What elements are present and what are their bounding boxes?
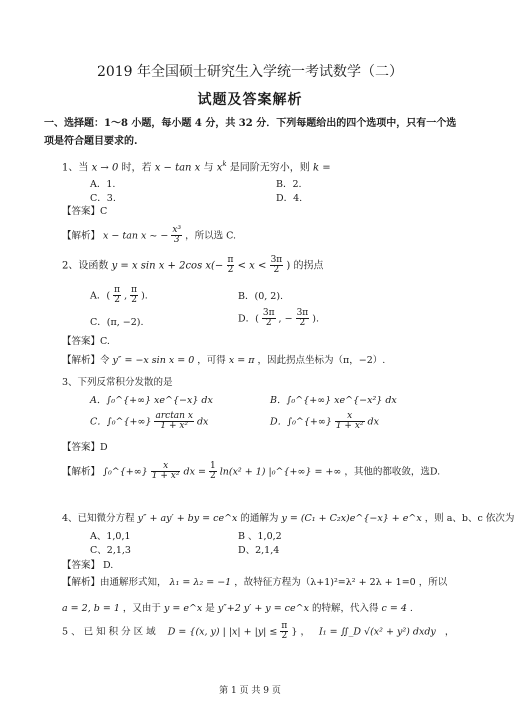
- q2-stem: [62, 256, 324, 276]
- q2-option-a: [90, 286, 148, 306]
- q4-analysis-line1: [62, 578, 447, 589]
- q1-math-power-base: x: [216, 162, 223, 174]
- q5-stem: [62, 622, 454, 642]
- q1-analysis-text: ，所以选 C.: [185, 230, 237, 242]
- q2-opt-a-text: ).: [141, 290, 148, 302]
- q4-option-b: B 、1,0,2: [238, 531, 282, 542]
- q4-analysis-label: 【解析】由通解形式知，: [62, 577, 167, 588]
- q3-analysis-label: 【解析】: [62, 466, 101, 478]
- q1-stem-text: 1、当: [62, 162, 89, 174]
- q3-answer: 【答案】D: [62, 442, 108, 453]
- q1-stem-text: 时，若: [121, 162, 152, 174]
- fraction-denominator: 2: [273, 265, 280, 276]
- q3-analysis-integral: ∫₀^{+∞}: [103, 466, 148, 478]
- q2-math-range: < x <: [237, 260, 267, 272]
- q4-analysis-expr: y″+2 y′ + y = ce^x: [217, 603, 309, 614]
- q1-answer: 【答案】C: [62, 206, 108, 217]
- q2-option-c: C．(π, −2).: [90, 317, 144, 328]
- q3-opt-d-dx: dx: [367, 416, 379, 428]
- q2-answer: 【答案】C.: [62, 336, 110, 347]
- q2-option-b: B．(0, 2).: [238, 291, 284, 302]
- fraction-denominator: 2: [281, 631, 288, 642]
- q1-option-a: A．1.: [90, 179, 116, 190]
- q2-opt-a-frac1: [113, 286, 121, 306]
- q4-option-d: D、2,1,4: [238, 545, 280, 556]
- q5-math-integral: I₁ = ∬_D √(x² + y²) dxdy: [319, 626, 436, 638]
- q4-analysis-text: ，故特征方程为（λ+1)²=λ² + 2λ + 1=0 ，所以: [234, 577, 448, 588]
- fraction-numerator: 3π: [296, 308, 309, 318]
- q1-math-limit: x → 0: [91, 162, 119, 174]
- q3-opt-c-fraction: [154, 412, 193, 432]
- q2-analysis-label: 【解析】令: [62, 355, 110, 366]
- q2-opt-d-text: ).: [312, 313, 319, 325]
- q2-opt-a-text: A．(: [90, 290, 111, 302]
- q2-analysis-text: ，因此拐点坐标为（π，−2）.: [257, 355, 386, 366]
- q1-stem-text: 是同阶无穷小，则: [229, 162, 310, 174]
- q4-option-a: A、1,0,1: [90, 531, 131, 542]
- q2-stem-text: 2、设函数: [62, 260, 109, 272]
- fraction-numerator: π: [281, 621, 288, 631]
- q1-analysis-expr: x − tan x ~ −: [103, 230, 169, 242]
- q1-analysis: [62, 226, 236, 246]
- q5-math-brace: }: [291, 626, 298, 638]
- q5-stem-text: 5 、 已 知 积 分 区 域: [62, 626, 156, 638]
- fraction-denominator: 1 + x²: [335, 421, 364, 432]
- q2-fraction-1: [227, 256, 235, 276]
- q1-analysis-label: 【解析】: [62, 230, 101, 242]
- q4-math-ode: y″ + ay′ + by = ce^x: [137, 513, 238, 524]
- document-subtitle: 试题及答案解析: [197, 92, 303, 108]
- q3-option-b: B．∫₀^{+∞} xe^{−x²} dx: [270, 395, 397, 406]
- q4-analysis-line2: [62, 604, 413, 615]
- fraction-numerator: x: [151, 462, 181, 472]
- q1-analysis-fraction: [171, 226, 182, 246]
- fraction-numerator: 3π: [262, 308, 275, 318]
- q2-analysis-expr: y″ = −x sin x = 0: [112, 355, 195, 366]
- q3-opt-c-dx: dx: [196, 416, 209, 428]
- q3-analysis-fraction-1: [151, 462, 181, 482]
- q2-analysis-expr: x = π: [228, 355, 255, 366]
- q4-analysis-text: ，又由于: [122, 603, 161, 614]
- q4-analysis-expr: a = 2, b = 1: [62, 603, 120, 614]
- q2-opt-a-frac2: [130, 286, 138, 306]
- q2-analysis-text: ，可得: [197, 355, 226, 366]
- fraction-numerator: 1: [209, 461, 216, 471]
- q4-analysis-text: 是: [205, 603, 215, 614]
- q1-math-power-exp: k: [222, 160, 227, 168]
- q4-stem-text: 的通解为: [240, 513, 279, 524]
- q2-stem-text: 的拐点: [293, 260, 324, 272]
- page-number: 第 1 页 共 9 页: [219, 686, 281, 696]
- fraction-numerator: x: [335, 412, 365, 422]
- q5-stem-text: ，: [444, 626, 455, 638]
- q3-analysis-expr: dx =: [183, 466, 206, 478]
- section-heading-line1: 一、选择题：1～8 小题，每小题 4 分，共 32 分．下列每题给出的四个选项中，只有一个选: [44, 118, 457, 129]
- q2-opt-d-frac2: [296, 309, 310, 329]
- q3-option-d: [270, 412, 379, 432]
- fraction-denominator: 2: [265, 318, 272, 329]
- q4-analysis-text: 的特解，代入得: [311, 603, 379, 614]
- fraction-denominator: 3: [173, 235, 180, 246]
- q1-stem: [62, 160, 331, 174]
- q3-opt-c-integral: C．∫₀^{+∞}: [90, 416, 152, 428]
- fraction-denominator: 2: [209, 471, 216, 482]
- q1-math-expr: x − tan x: [154, 162, 201, 174]
- q4-answer: 【答案】 D.: [62, 560, 114, 571]
- q2-opt-d-text: , −: [278, 313, 293, 325]
- fraction-denominator: 2: [299, 318, 306, 329]
- fraction-denominator: 2: [227, 265, 234, 276]
- q3-analysis-expr: ln(x² + 1) |₀^{+∞} = +∞: [219, 466, 342, 478]
- fraction-denominator: 2: [131, 295, 137, 306]
- q2-opt-d-text: D．(: [238, 313, 259, 325]
- q3-analysis: [62, 462, 440, 482]
- document-title: 2019 年全国硕士研究生入学统一考试数学（二）: [96, 64, 404, 80]
- q2-analysis: [62, 356, 385, 367]
- fraction-numerator: π: [131, 285, 138, 295]
- q2-math-paren: ): [286, 260, 291, 272]
- q1-math-k: k =: [312, 162, 331, 174]
- q2-option-d: [238, 309, 319, 329]
- q5-stem-text: ，: [300, 626, 310, 638]
- q4-analysis-expr: y = e^x: [163, 603, 203, 614]
- q2-fraction-2: [270, 256, 284, 276]
- q2-math-func: y = x sin x + 2cos x(−: [111, 260, 224, 272]
- q1-stem-text: 与: [203, 162, 214, 174]
- q5-fraction: [280, 622, 288, 642]
- q5-math-region: D = {(x, y) | |x| + |y| ≤: [167, 626, 278, 638]
- fraction-denominator: 1 + x²: [160, 421, 189, 432]
- fraction-numerator: x³: [172, 225, 182, 235]
- q4-math-solution: y = (C₁ + C₂x)e^{−x} + e^x: [281, 513, 422, 524]
- q4-stem-text: 4、已知微分方程: [62, 513, 135, 524]
- fraction-numerator: arctan x: [155, 411, 193, 421]
- q3-opt-d-fraction: [335, 412, 365, 432]
- q3-stem: 3、下列反常积分发散的是: [62, 377, 173, 388]
- q4-option-c: C、2,1,3: [90, 545, 131, 556]
- fraction-numerator: π: [114, 285, 121, 295]
- q3-option-a: A．∫₀^{+∞} xe^{−x} dx: [90, 395, 213, 406]
- q4-analysis-expr: λ₁ = λ₂ = −1: [169, 577, 232, 588]
- fraction-numerator: π: [227, 255, 234, 265]
- q3-analysis-fraction-2: [209, 462, 217, 482]
- fraction-denominator: 1 + x²: [151, 471, 180, 482]
- q3-opt-d-integral: D．∫₀^{+∞}: [270, 416, 332, 428]
- q3-option-c: [90, 412, 208, 432]
- q2-opt-d-frac1: [262, 309, 276, 329]
- q4-analysis-expr: c = 4: [381, 603, 407, 614]
- section-heading-line2: 项是符合题目要求的.: [44, 136, 138, 147]
- q2-opt-a-text: ,: [124, 290, 128, 302]
- q4-stem-text: ，则 a、b、c 依次为: [424, 513, 514, 524]
- q1-option-d: D．4.: [276, 193, 303, 204]
- q4-stem: [62, 514, 514, 525]
- q3-analysis-text: ，其他的都收敛，选D.: [344, 466, 441, 478]
- fraction-denominator: 2: [114, 295, 120, 306]
- q1-option-c: C．3.: [90, 193, 116, 204]
- q4-analysis-text: .: [409, 603, 413, 614]
- fraction-numerator: 3π: [270, 255, 283, 265]
- q1-option-b: B．2.: [276, 179, 302, 190]
